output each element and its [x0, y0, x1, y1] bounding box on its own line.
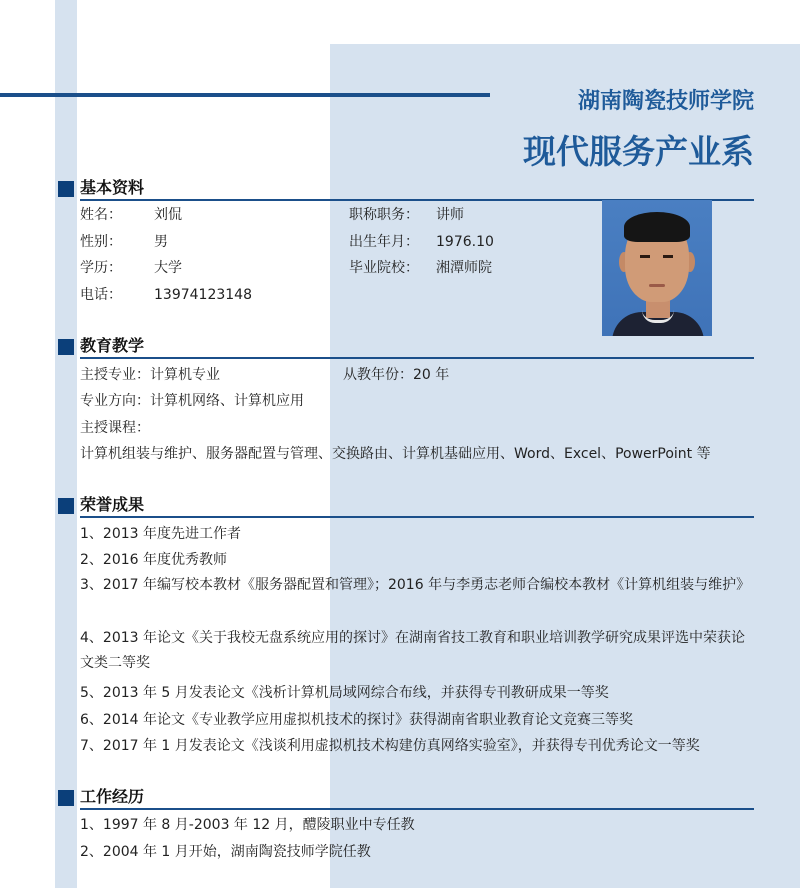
education-label: 学历：	[80, 260, 122, 276]
rank-value: 讲师	[436, 207, 464, 223]
honor-item: 6、2014 年论文《专业教学应用虚拟机技术的探讨》获得湖南省职业教育论文竞赛三等奖	[80, 712, 633, 728]
teaching-direction: 专业方向：计算机网络、计算机应用	[80, 393, 304, 409]
teaching-major: 主授专业：计算机专业	[80, 367, 220, 383]
section-marker-icon	[58, 790, 74, 806]
honor-item: 2、2016 年度优秀教师	[80, 552, 227, 568]
gender-label: 性别：	[80, 234, 122, 250]
phone-label: 电话：	[80, 287, 122, 303]
name-value: 刘侃	[154, 207, 182, 223]
section-rule	[80, 357, 754, 359]
honor-item: 1、2013 年度先进工作者	[80, 526, 241, 542]
school-name: 湖南陶瓷技师学院	[577, 89, 754, 114]
department-name: 现代服务产业系	[523, 132, 754, 171]
work-item: 2、2004 年 1 月开始，湖南陶瓷技师学院任教	[80, 844, 371, 860]
section-title: 工作经历	[80, 787, 145, 806]
birth-value: 1976.10	[436, 234, 494, 250]
honor-item: 3、2017 年编写校本教材《服务器配置和管理》；2016 年与李勇志老师合编校本教材《计算机组装与维护》	[80, 577, 751, 593]
section-marker-icon	[58, 181, 74, 197]
header-rule	[0, 93, 490, 97]
section-marker-icon	[58, 339, 74, 355]
work-item: 1、1997 年 8 月-2003 年 12 月，醴陵职业中专任教	[80, 817, 415, 833]
section-title: 基本资料	[80, 178, 145, 197]
gender-value: 男	[154, 234, 168, 250]
section-title: 荣誉成果	[80, 495, 145, 514]
section-teaching	[58, 336, 754, 360]
honor-item: 7、2017 年 1 月发表论文《浅谈利用虚拟机技术构建仿真网络实验室》，并获得专刊优秀论文一等奖	[80, 738, 700, 754]
graduate-school-label: 毕业院校：	[349, 260, 419, 276]
honor-item: 5、2013 年 5 月发表论文《浅析计算机局域网综合布线，并获得专刊教研成果一等奖	[80, 685, 609, 701]
birth-label: 出生年月：	[349, 234, 419, 250]
section-honors	[58, 495, 754, 519]
section-marker-icon	[58, 498, 74, 514]
profile-photo	[602, 200, 712, 336]
courses-label: 主授课程：	[80, 420, 150, 436]
section-basic-info	[58, 178, 754, 202]
education-value: 大学	[154, 260, 182, 276]
courses-value: 计算机组装与维护、服务器配置与管理、交换路由、计算机基础应用、Word、Excel、PowerPoint 等	[80, 446, 711, 462]
left-decor-strip	[55, 0, 77, 888]
honor-item: 4、2013 年论文《关于我校无盘系统应用的探讨》在湖南省技工教育和职业培训教学研究成果评选中荣获论文类二等奖	[80, 630, 745, 671]
rank-label: 职称职务：	[349, 207, 419, 223]
name-label: 姓名：	[80, 207, 122, 223]
graduate-school-value: 湘潭师院	[436, 260, 492, 276]
phone-value: 13974123148	[154, 287, 252, 303]
teaching-years: 从教年份：20 年	[343, 367, 450, 383]
section-rule	[80, 808, 754, 810]
section-work-history	[58, 787, 754, 811]
section-rule	[80, 516, 754, 518]
section-title: 教育教学	[80, 336, 145, 355]
